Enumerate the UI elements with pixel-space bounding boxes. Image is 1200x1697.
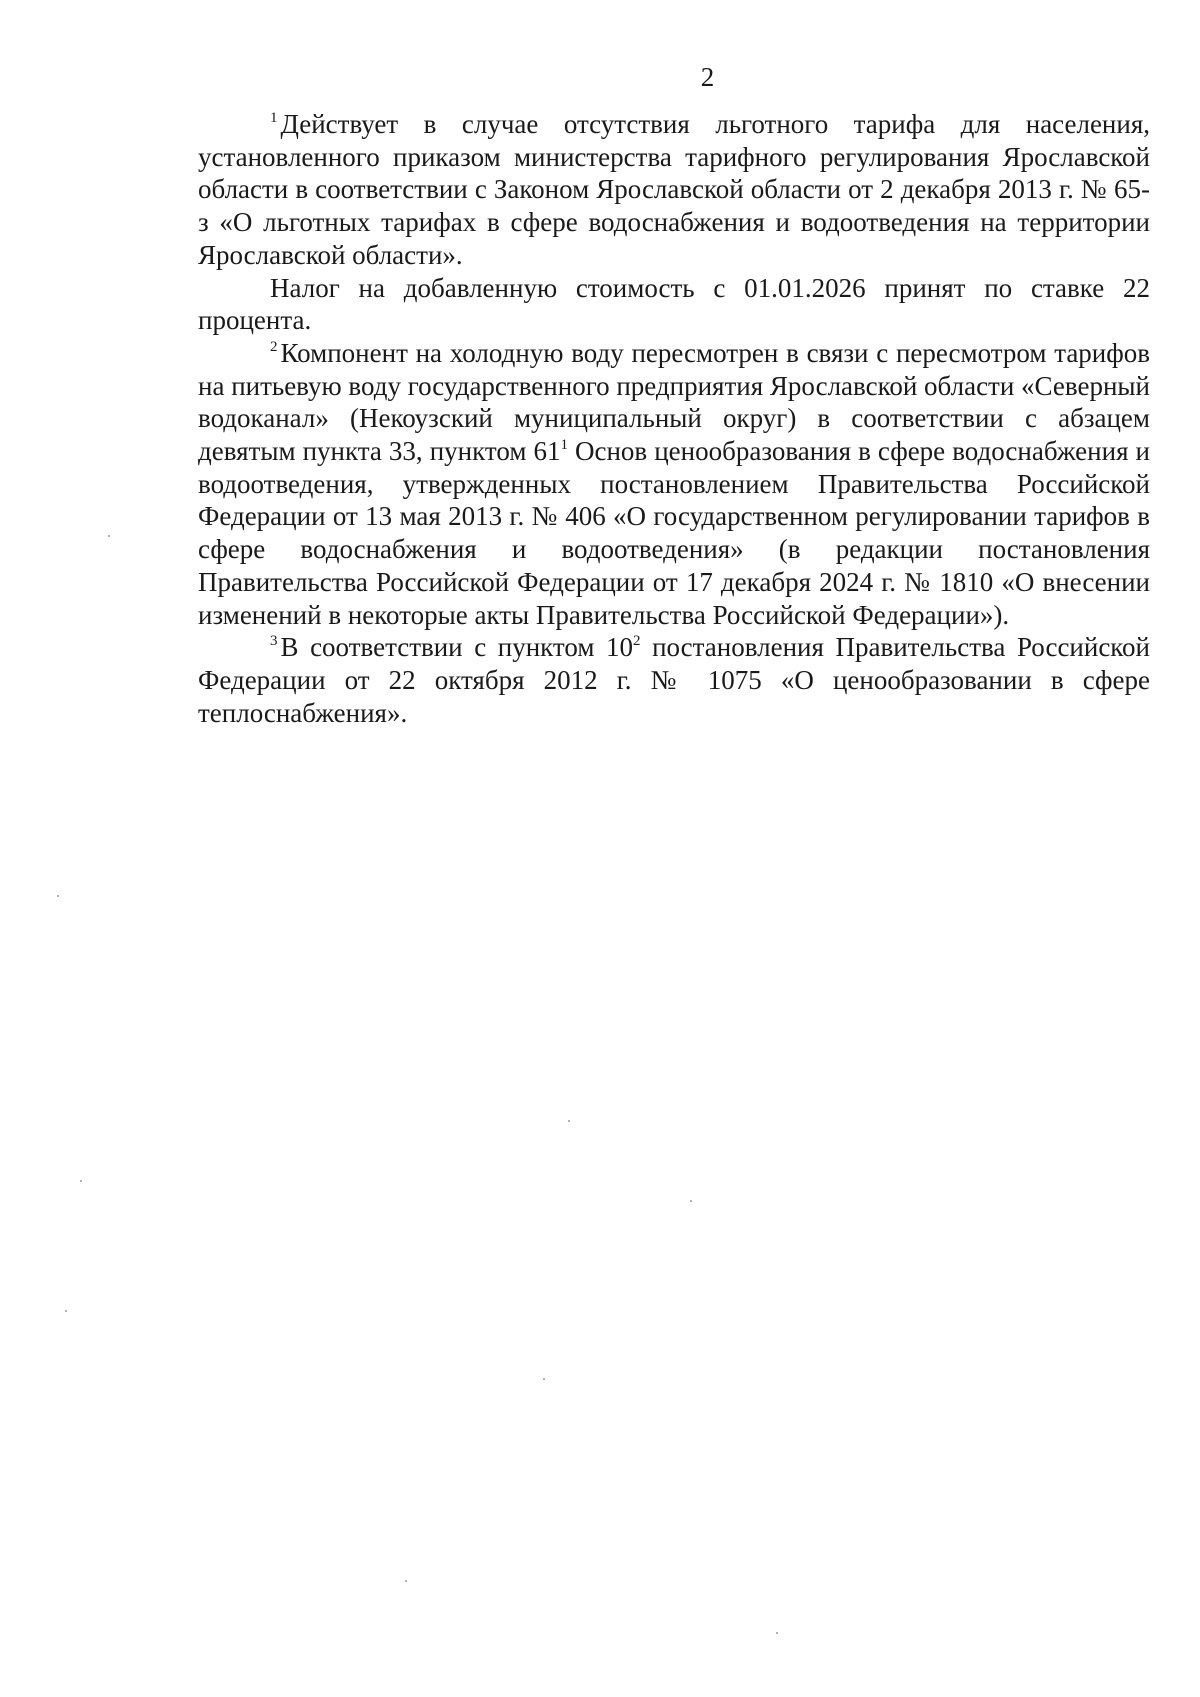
scan-speck [108,535,110,537]
vat-note-text: Налог на добавленную стоимость с 01.01.2026 принят по ставке 22 процента. [198,272,1150,336]
vat-note [198,272,1150,337]
scan-speck [568,1120,570,1122]
scan-speck [543,1378,545,1380]
scan-speck [405,1580,407,1582]
footnote-text: Компонент на холодную воду пересмотрен в связи с пересмотром тарифов на питьевую воду государственного предприятия Ярославской области «Северный водоканал» (Некоузский муниципальный округ) в соответствии с абзацем девятым пункта 33, пунктом 61 [198,337,1150,467]
footnote-3 [198,631,1150,729]
scan-speck [80,1180,82,1182]
footnote-text-continued: Основ ценообразования в сфере водоснабжения и водоотведения, утвержденных постановлением Правительства Российской Федерации от 13 мая 2013 г. № 406 «О государственном регулировании тарифов в сфере водоснабжения и водоотведения» (в редакции постановления Правительства Российской Федерации от 17 декабря 2024 г. № 1810 «О внесении изменений в некоторые акты Правительства Российской Федерации»). [198,436,1150,630]
scan-speck [690,1200,692,1202]
footnote-text: В соответствии с пунктом 10 [280,632,633,663]
footnote-2 [198,337,1150,631]
footnote-text: Действует в случае отсутствия льготного тарифа для населения, установленного приказом министерства тарифного регулирования Ярославской области в соответствии с Законом Ярославской области от 2 декабря 2013 г. № 65-з «О льготных тарифах в сфере водоснабжения и водоотведения на территории Ярославской области». [198,109,1150,270]
scan-speck [65,1310,67,1312]
page-number: 2 [700,62,715,92]
footnotes-section [198,108,1150,729]
footnote-text-continued: постановления Правительства Российской Федерации от 22 октября 2012 г. № 1075 «О ценообразовании в сфере теплоснабжения». [198,632,1151,728]
footnote-marker: 3 [270,633,278,650]
footnote-1 [198,108,1150,272]
inline-superscript: 1 [560,437,568,454]
footnote-marker: 2 [270,338,278,355]
footnote-marker: 1 [270,110,278,126]
scan-speck [776,1632,778,1634]
scan-speck [57,895,59,897]
inline-superscript: 2 [633,633,641,650]
